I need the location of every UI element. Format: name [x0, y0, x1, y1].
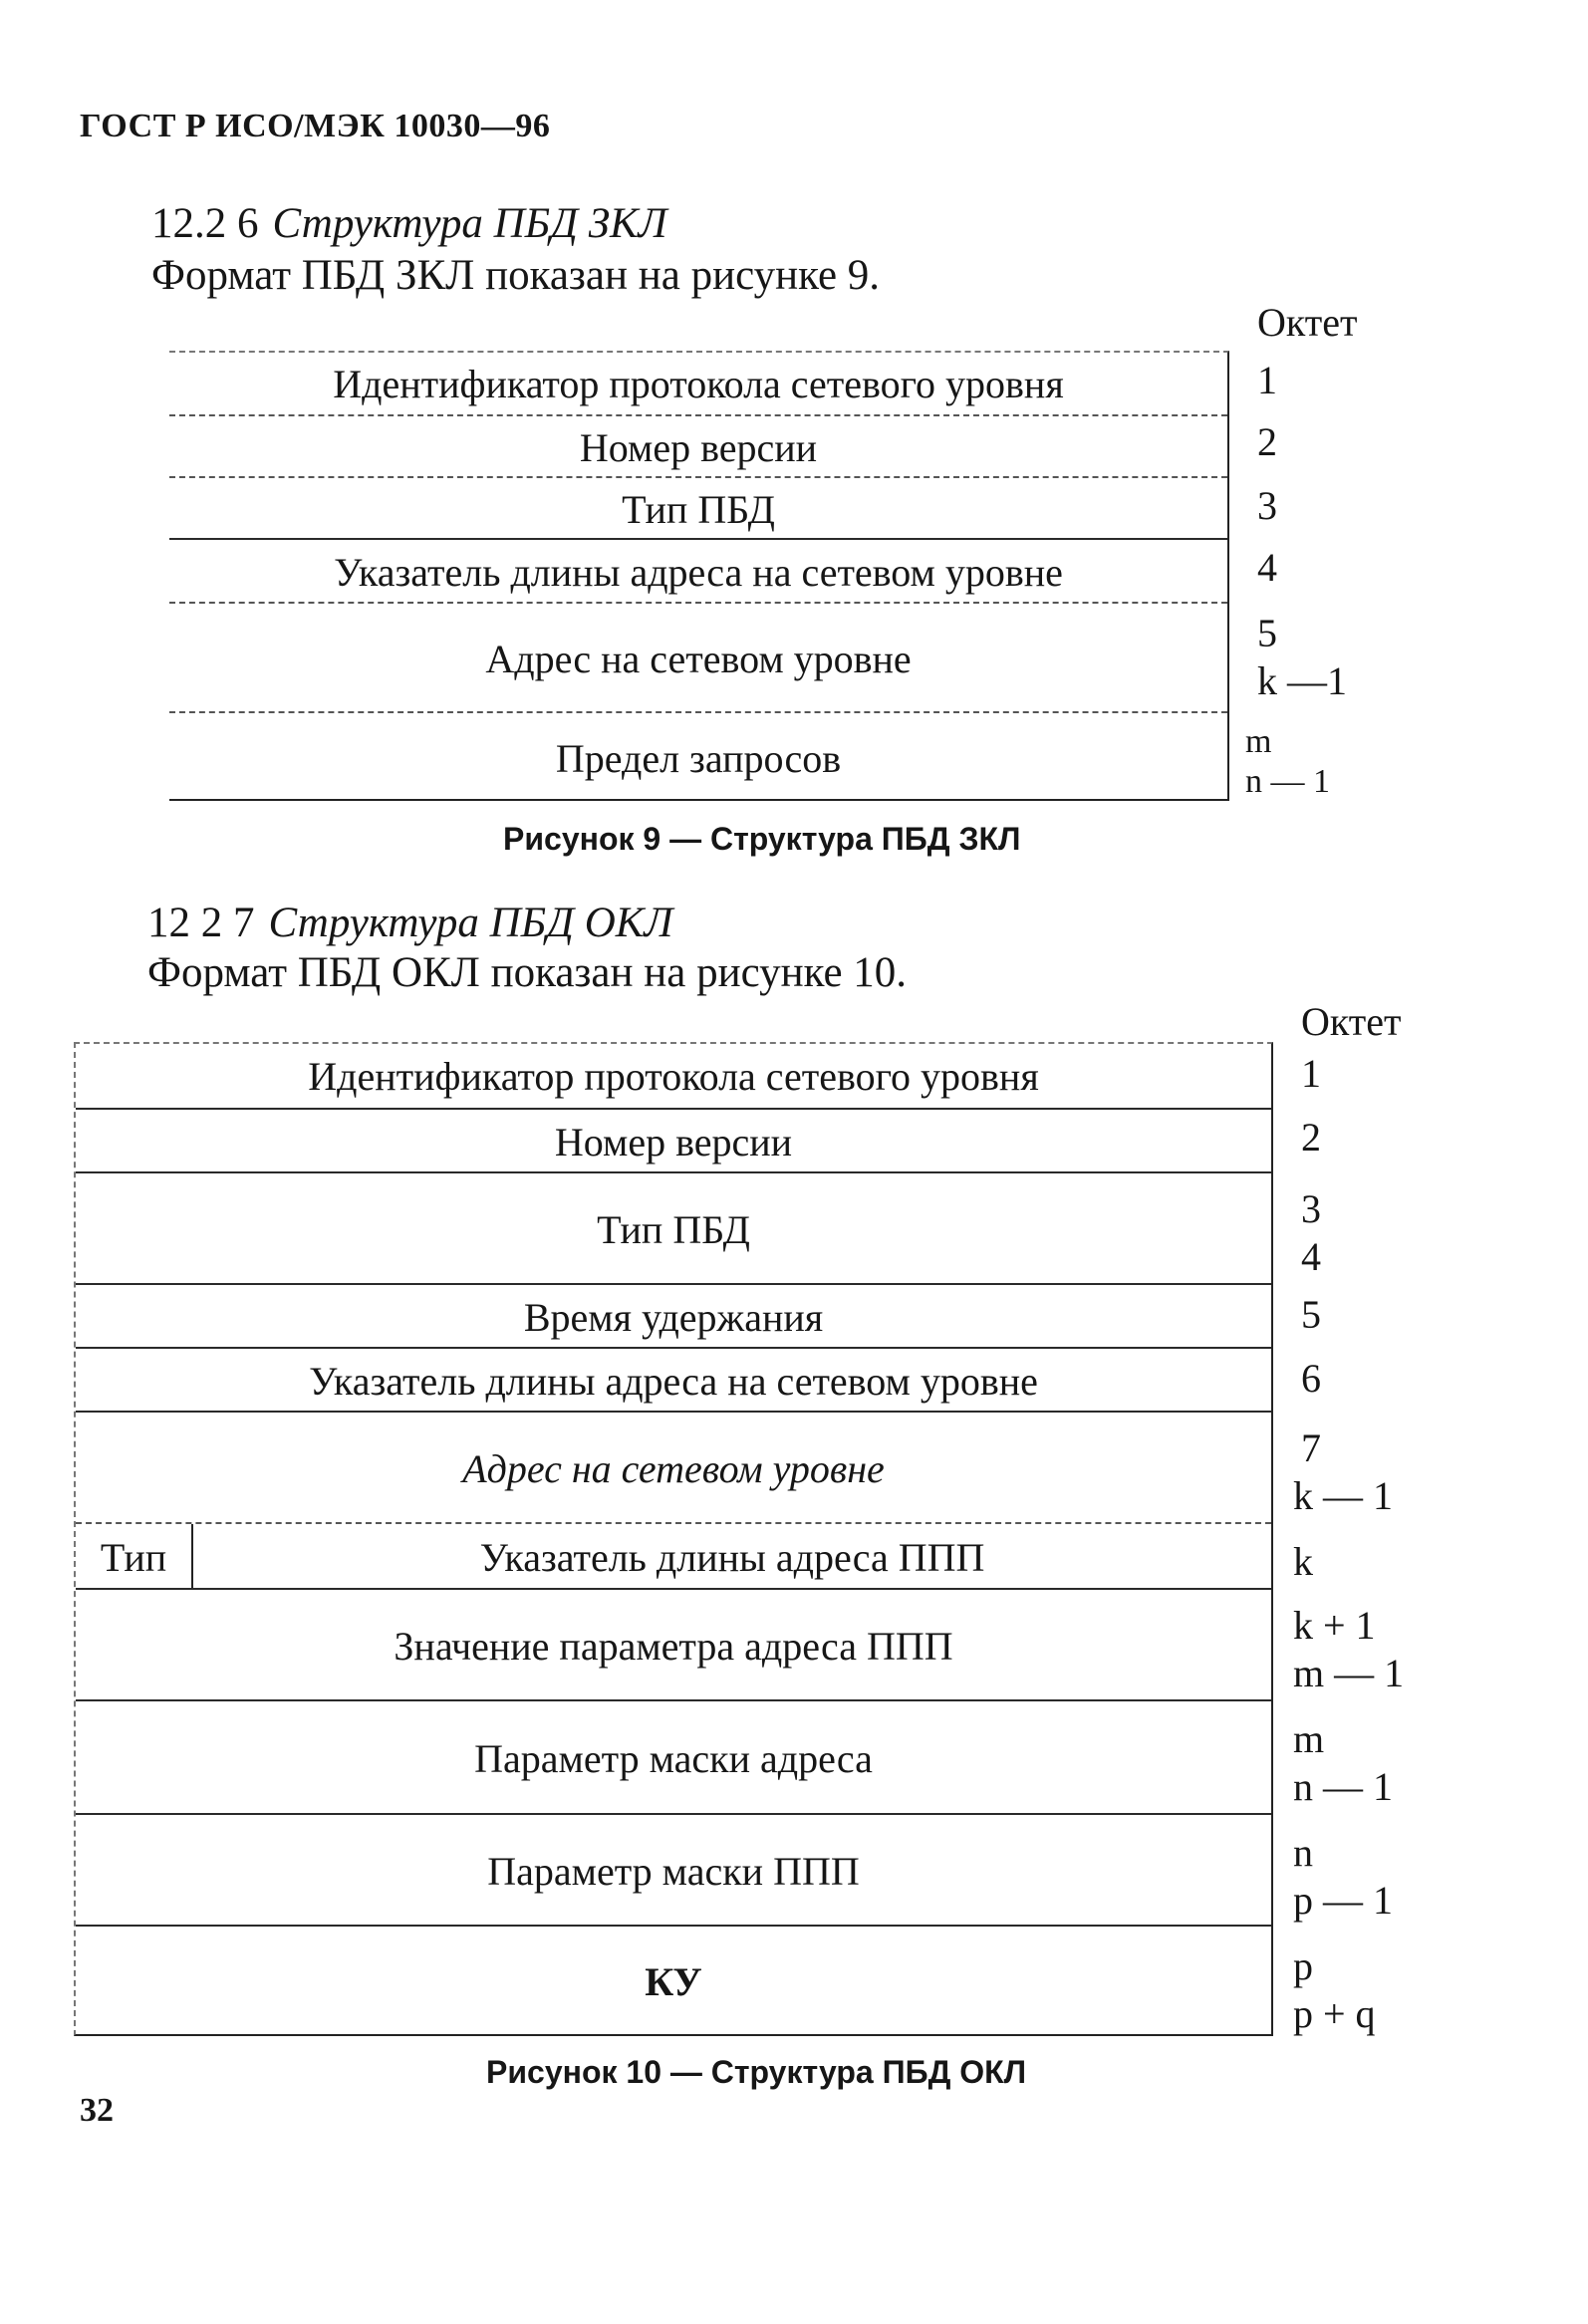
figure-10-frame — [74, 1042, 1273, 2036]
fig10-row-pdu-type: Тип ПБД — [76, 1171, 1271, 1285]
fig10-row-hold-time: Время удержания — [76, 1283, 1271, 1349]
figure-10-caption: Рисунок 10 — Структура ПБД ОКЛ — [486, 2054, 1027, 2090]
fig10-sp-address-length-label: Указатель длины адреса ППП — [479, 1534, 985, 1580]
fig10-octet-k: k — [1293, 1539, 1313, 1584]
fig10-octet-n-1: n — 1 — [1293, 1764, 1393, 1809]
fig10-octet-6: 6 — [1301, 1356, 1321, 1401]
fig10-row-address-mask: Параметр маски адреса — [76, 1699, 1271, 1815]
fig10-octet-n: n — [1293, 1830, 1313, 1875]
figure-9-caption: Рисунок 9 — Структура ПБД ЗКЛ — [503, 821, 1021, 857]
fig10-row-sp-mask: Параметр маски ППП — [76, 1813, 1271, 1927]
fig9-octet-4: 4 — [1257, 545, 1277, 590]
fig9-octet-3: 3 — [1257, 483, 1277, 528]
fig10-row-network-address: Адрес на сетевом уровне — [76, 1411, 1271, 1524]
fig10-row-sp-address-length — [76, 1522, 1271, 1590]
section-1-number: 12.2 6 — [151, 200, 259, 247]
fig9-octet-k-1: k —1 — [1257, 658, 1347, 703]
fig9-row-request-limit: Предел запросов — [169, 711, 1227, 803]
fig10-octet-k-plus-1: k + 1 — [1293, 1603, 1376, 1648]
section-2-intro: Формат ПБД ОКЛ показан на рисунке 10. — [147, 949, 908, 996]
fig9-octet-m: m — [1245, 723, 1272, 760]
page-number: 32 — [80, 2092, 114, 2129]
fig10-octet-p-plus-q: p + q — [1293, 1991, 1376, 2036]
fig9-row-protocol-id: Идентификатор протокола сетевого уровня — [333, 361, 1064, 406]
fig10-row-protocol-id: Идентификатор протокола сетевого уровня — [308, 1053, 1039, 1099]
fig9-row-pdu-type: Тип ПБД — [169, 476, 1227, 540]
fig10-octet-1: 1 — [1301, 1051, 1321, 1096]
fig10-octet-k-1: k — 1 — [1293, 1473, 1393, 1518]
fig10-octet-3: 3 — [1301, 1186, 1321, 1231]
fig10-octet-m: m — [1293, 1716, 1325, 1761]
fig10-row-address-length: Указатель длины адреса на сетевом уровне — [76, 1347, 1271, 1413]
fig10-octet-7: 7 — [1301, 1425, 1321, 1470]
fig10-type-cell: Тип — [76, 1524, 193, 1590]
fig10-row-version: Номер версии — [76, 1108, 1271, 1173]
figure-9-frame — [169, 351, 1229, 801]
fig9-octet-5: 5 — [1257, 611, 1277, 655]
section-2-number: 12 2 7 — [147, 900, 255, 946]
document-header: ГОСТ Р ИСО/МЭК 10030—96 — [80, 108, 551, 144]
section-1-title: Структура ПБД ЗКЛ — [272, 200, 667, 247]
section-2-octet-header: Октет — [1301, 999, 1402, 1044]
fig9-row-version: Номер версии — [169, 414, 1227, 478]
fig9-row-network-address: Адрес на сетевом уровне — [169, 602, 1227, 713]
fig10-row-sp-address-value: Значение параметра адреса ППП — [76, 1588, 1271, 1701]
section-1-octet-header: Октет — [1257, 300, 1358, 345]
fig10-octet-m-1: m — 1 — [1293, 1651, 1405, 1695]
fig10-octet-p-1: p — 1 — [1293, 1878, 1393, 1923]
fig10-octet-p: p — [1293, 1943, 1313, 1988]
fig9-octet-n-1: n — 1 — [1245, 763, 1330, 800]
section-1-intro: Формат ПБД ЗКЛ показан на рисунке 9. — [151, 252, 881, 299]
section-1-heading — [151, 199, 667, 248]
fig10-octet-5: 5 — [1301, 1292, 1321, 1337]
section-2-title: Структура ПБД ОКЛ — [268, 900, 673, 946]
fig9-octet-1: 1 — [1257, 358, 1277, 402]
fig9-octet-2: 2 — [1257, 419, 1277, 464]
fig9-row-address-length: Указатель длины адреса на сетевом уровне — [169, 538, 1227, 604]
fig10-octet-4: 4 — [1301, 1234, 1321, 1279]
fig10-octet-2: 2 — [1301, 1115, 1321, 1160]
fig10-row-qos: КУ — [76, 1925, 1271, 2036]
section-2-heading — [147, 899, 672, 947]
